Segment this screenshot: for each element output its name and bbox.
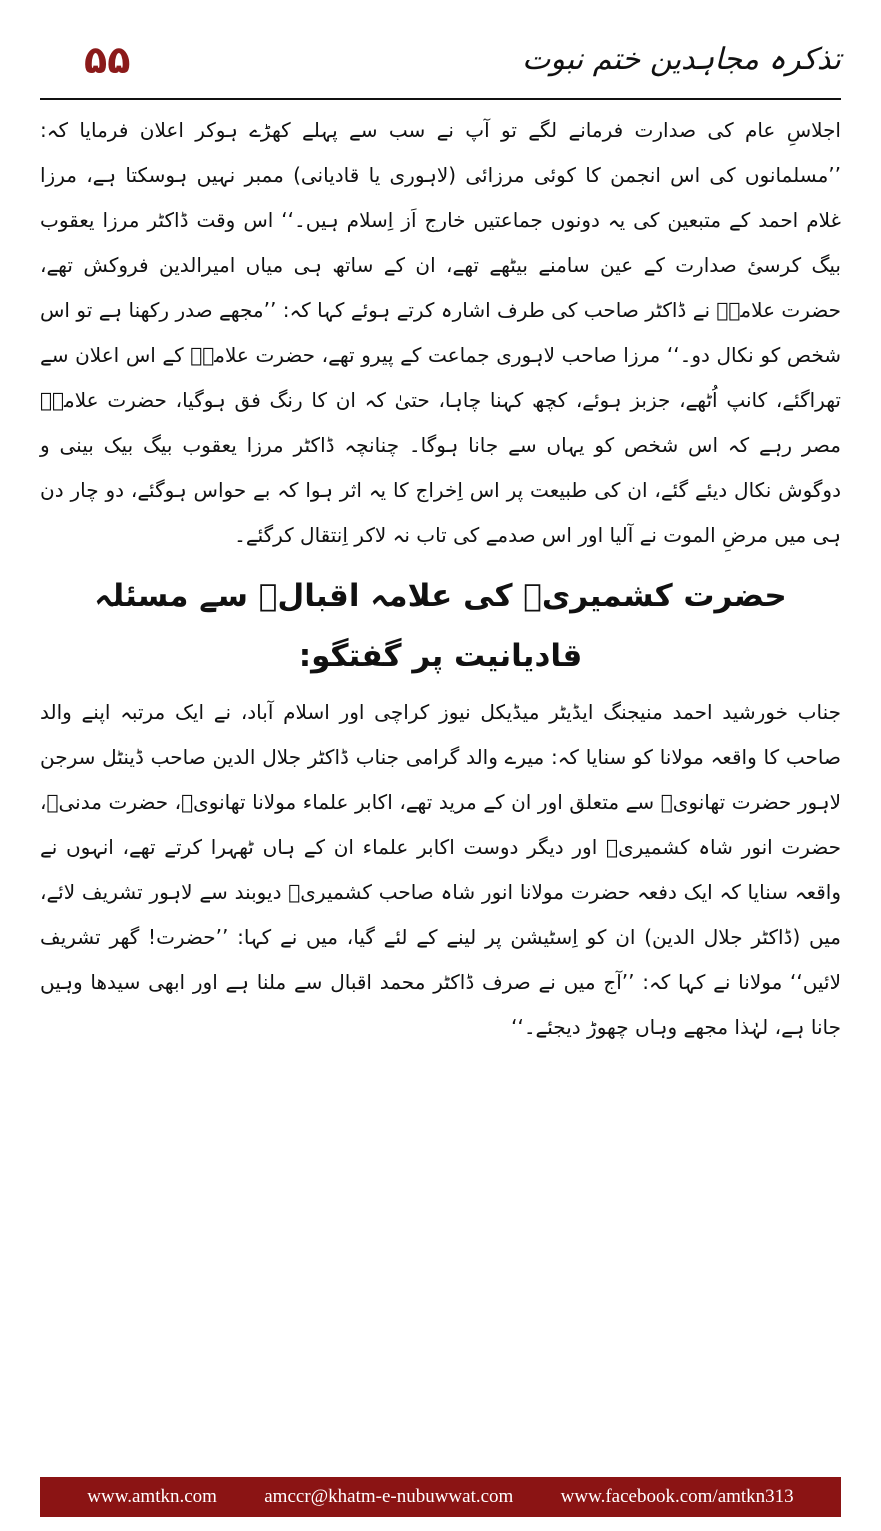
page-body xyxy=(40,108,841,1050)
footer-bar xyxy=(40,1477,841,1517)
paragraph: اجلاسِ عام کی صدارت فرمانے لگے تو آپ نے سب سے پہلے کھڑے ہوکر اعلان فرمایا کہ: ’’مسلمانوں کی اس انجمن کا کوئی مرزائی (لاہوری یا قادیانی) ممبر نہیں ہوسکتا ہے، مرزا غلام احمد کے متبعین کی یہ دونوں جماعتیں خارج اَز اِسلام ہیں۔‘‘ اس وقت ڈاکٹر مرزا یعقوب بیگ کرسیٔ صدارت کے عین سامنے بیٹھے تھے، ان کے ساتھ ہی میاں امیرالدین فروکش تھے، حضرت علامہؒ نے ڈاکٹر صاحب کی طرف اشارہ کرتے ہوئے کہا کہ: ’’مجھے صدر رکھنا ہے تو اس شخص کو نکال دو۔‘‘ مرزا صاحب لاہوری جماعت کے پیرو تھے، حضرت علامہؒ کے اس اعلان سے تھراگئے، کانپ اُٹھے، جزبز ہوئے، کچھ کہنا چاہا، حتیٰ کہ ان کا رنگ فق ہوگیا، حضرت علامہؒ مصر رہے کہ اس شخص کو یہاں سے جانا ہوگا۔ چنانچہ ڈاکٹر مرزا یعقوب بیگ بیک بینی و دوگوش نکال دیئے گئے، ان کی طبیعت پر اس اِخراج کا یہ اثر ہوا کہ بے حواس ہوگئے، دو چار دن ہی میں مرضِ الموت نے آلیا اور اس صدمے کی تاب نہ لاکر اِنتقال کرگئے۔ xyxy=(40,118,841,547)
page-header xyxy=(40,38,841,94)
footer-website-link[interactable]: www.amtkn.com xyxy=(87,1486,217,1507)
header-divider xyxy=(40,98,841,100)
footer-facebook-link[interactable]: www.facebook.com/amtkn313 xyxy=(560,1486,794,1507)
page-number: ۵۵ xyxy=(84,38,131,82)
section-heading: حضرت کشمیریؒ کی علامہ اقبالؒ سے مسئلہ قادیانیت پر گفتگو: xyxy=(94,578,787,674)
footer-email-link[interactable]: amccr@khatm-e-nubuwwat.com xyxy=(264,1486,514,1507)
paragraph: جناب خورشید احمد منیجنگ ایڈیٹر میڈیکل نیوز کراچی اور اسلام آباد، نے ایک مرتبہ اپنے والد صاحب کا واقعہ مولانا کو سنایا کہ: میرے والد گرامی جناب ڈاکٹر جلال الدین صاحب ڈینٹل سرجن لاہور حضرت تھانویؒ سے متعلق اور ان کے مرید تھے، اکابر علماء مولانا تھانویؒ، حضرت مدنیؒ، حضرت انور شاہ کشمیریؒ اور دیگر دوست اکابر علماء ان کے ہاں ٹھہرا کرتے تھے، انہوں نے واقعہ سنایا کہ ایک دفعہ حضرت مولانا انور شاہ صاحب کشمیریؒ دیوبند سے لاہور تشریف لائے، میں (ڈاکٹر جلال الدین) ان کو اِسٹیشن پر لینے کے لئے گیا، میں نے کہا: ’’حضرت! گھر تشریف لائیں‘‘ مولانا نے کہا کہ: ’’آج میں نے صرف ڈاکٹر محمد اقبال سے ملنا ہے اور ابھی سیدھا وہیں جانا ہے، لہٰذا مجھے وہاں چھوڑ دیجئے۔‘‘ xyxy=(40,700,841,1039)
running-title: تذکرہ مجاہدین ختم نبوت xyxy=(522,42,841,77)
